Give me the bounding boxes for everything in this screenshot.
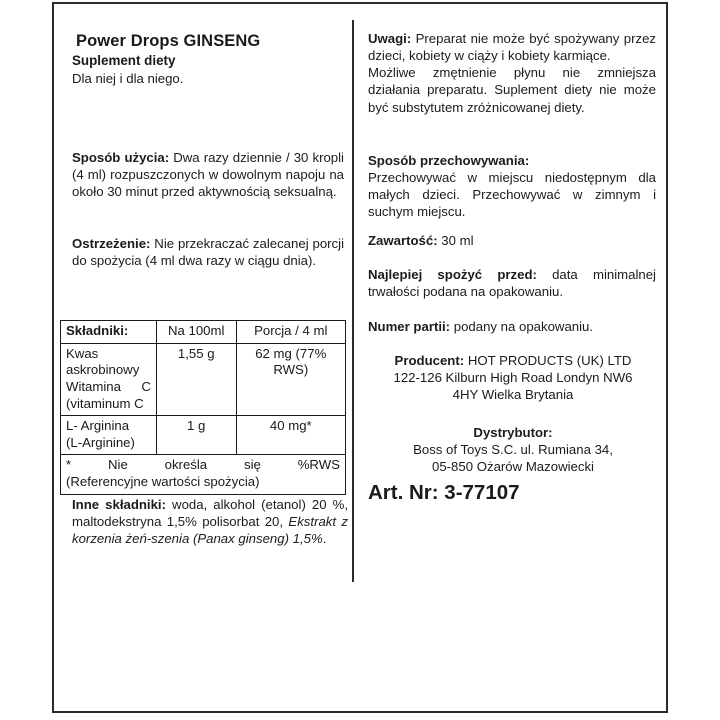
header-per-serving: Porcja / 4 ml bbox=[236, 321, 345, 344]
best-before-label: Najlepiej spożyć przed: bbox=[368, 267, 537, 282]
ingredient-line: (L-Arginine) bbox=[66, 434, 135, 450]
other-ingredients-extract: Ekstrakt z korzenia żeń-szenia (Panax ginseng) 1,5% bbox=[72, 514, 349, 547]
best-before-section bbox=[368, 266, 656, 300]
column-divider bbox=[352, 20, 354, 582]
product-subtitle: Suplement diety bbox=[72, 53, 176, 68]
producer-section bbox=[368, 352, 658, 403]
warning-label: Ostrzeżenie: bbox=[72, 236, 151, 251]
footnote-part: określa bbox=[164, 457, 208, 473]
cell-arginine-per-100ml: 1 g bbox=[156, 416, 236, 455]
footnote-part: Nie bbox=[107, 457, 128, 473]
table-row bbox=[61, 416, 346, 455]
other-ingredients-section bbox=[72, 496, 348, 547]
article-number: Art. Nr: 3-77107 bbox=[368, 481, 520, 504]
cell-vitamin-c-per-100ml: 1,55 g bbox=[156, 343, 236, 416]
distributor-line: 05-850 Ożarów Mazowiecki bbox=[432, 459, 594, 475]
warning-text: Nie przekraczać zalecanej porcji do spożycia (4 ml dwa razy w ciągu dnia). bbox=[72, 236, 344, 269]
header-ingredients: Składniki: bbox=[61, 321, 157, 344]
nutrition-table bbox=[60, 320, 346, 495]
footnote-part: * bbox=[66, 457, 72, 473]
usage-label: Sposób użycia: bbox=[72, 150, 170, 165]
storage-text: Przechowywać w miejscu niedostępnym dla małych dzieci. Przechowywać w zimnym i suchym miejscu. bbox=[368, 170, 656, 220]
producer-name-line bbox=[368, 352, 658, 369]
other-ingredients-text: woda, alkohol (etanol) 20 %, maltodekstryna 1,5% polisorbat 20, bbox=[72, 497, 348, 530]
product-tagline: Dla niej i dla niego. bbox=[72, 71, 184, 86]
distributor-section bbox=[368, 424, 658, 475]
content-volume-section bbox=[368, 232, 656, 249]
distributor-label: Dystrybutor: bbox=[473, 425, 553, 440]
cell-ingredient-vitamin-c bbox=[61, 343, 157, 416]
warning-section bbox=[72, 235, 344, 269]
batch-label: Numer partii: bbox=[368, 319, 451, 334]
table-footnote bbox=[61, 455, 346, 494]
product-title: Power Drops GINSENG bbox=[76, 32, 261, 50]
batch-number-section bbox=[368, 318, 656, 335]
table-footnote-row bbox=[61, 455, 346, 494]
header-per-100ml: Na 100ml bbox=[156, 321, 236, 344]
notes-section bbox=[368, 30, 656, 116]
cell-ingredient-arginine bbox=[61, 416, 157, 455]
ingredient-line: (vitaminum C bbox=[66, 395, 144, 411]
usage-text: Dwa razy dziennie / 30 kropli (4 ml) rozpuszczonych w dowolnym napoju na około 30 minut przed aktywnością seksualną. bbox=[72, 150, 344, 200]
notes-paragraph-1 bbox=[368, 30, 656, 64]
distributor-line: Boss of Toys S.C. ul. Rumiana 34, bbox=[413, 442, 613, 458]
storage-label: Sposób przechowywania: bbox=[368, 153, 530, 168]
notes-text-1: Preparat nie może być spożywany przez dzieci, kobiety w ciąży i kobiety karmiące. bbox=[368, 31, 656, 64]
producer-name: HOT PRODUCTS (UK) LTD bbox=[464, 353, 632, 368]
content-label: Zawartość: bbox=[368, 233, 438, 248]
notes-paragraph-2: Możliwe zmętnienie płynu nie zmniejsza działania preparatu. Suplement diety nie może być substytutem zróżnicowanej diety. bbox=[368, 65, 656, 115]
other-ingredients-label: Inne składniki: bbox=[72, 497, 166, 512]
footnote-line bbox=[66, 457, 340, 474]
batch-text: podany na opakowaniu. bbox=[450, 319, 594, 334]
storage-section bbox=[368, 152, 656, 221]
table-header-row bbox=[61, 321, 346, 344]
ingredient-line: L- Arginina bbox=[66, 418, 130, 434]
notes-label: Uwagi: bbox=[368, 31, 412, 46]
producer-address-line: 4HY Wielka Brytania bbox=[452, 387, 574, 403]
usage-instructions bbox=[72, 149, 344, 200]
ingredient-line-part: C bbox=[141, 378, 151, 394]
best-before-text: data minimalnej trwałości podana na opakowaniu. bbox=[368, 267, 656, 300]
content-value: 30 ml bbox=[437, 233, 474, 248]
footnote-part: się bbox=[243, 457, 261, 473]
ingredient-line-part: Witamina bbox=[66, 378, 121, 394]
ingredient-line: Kwas bbox=[66, 345, 99, 361]
footnote-line: (Referencyjne wartości spożycia) bbox=[66, 474, 260, 489]
producer-label: Producent: bbox=[394, 353, 465, 368]
footnote-part: %RWS bbox=[297, 457, 340, 473]
ingredient-line: askrobinowy bbox=[66, 362, 140, 378]
ingredient-line bbox=[66, 379, 151, 396]
product-label-panel bbox=[52, 2, 668, 713]
producer-address-line: 122-126 Kilburn High Road Londyn NW6 bbox=[393, 370, 633, 386]
cell-vitamin-c-per-serving: 62 mg (77% RWS) bbox=[236, 343, 345, 416]
other-ingredients-text-end: . bbox=[322, 531, 327, 547]
table-row bbox=[61, 343, 346, 416]
cell-arginine-per-serving: 40 mg* bbox=[236, 416, 345, 455]
